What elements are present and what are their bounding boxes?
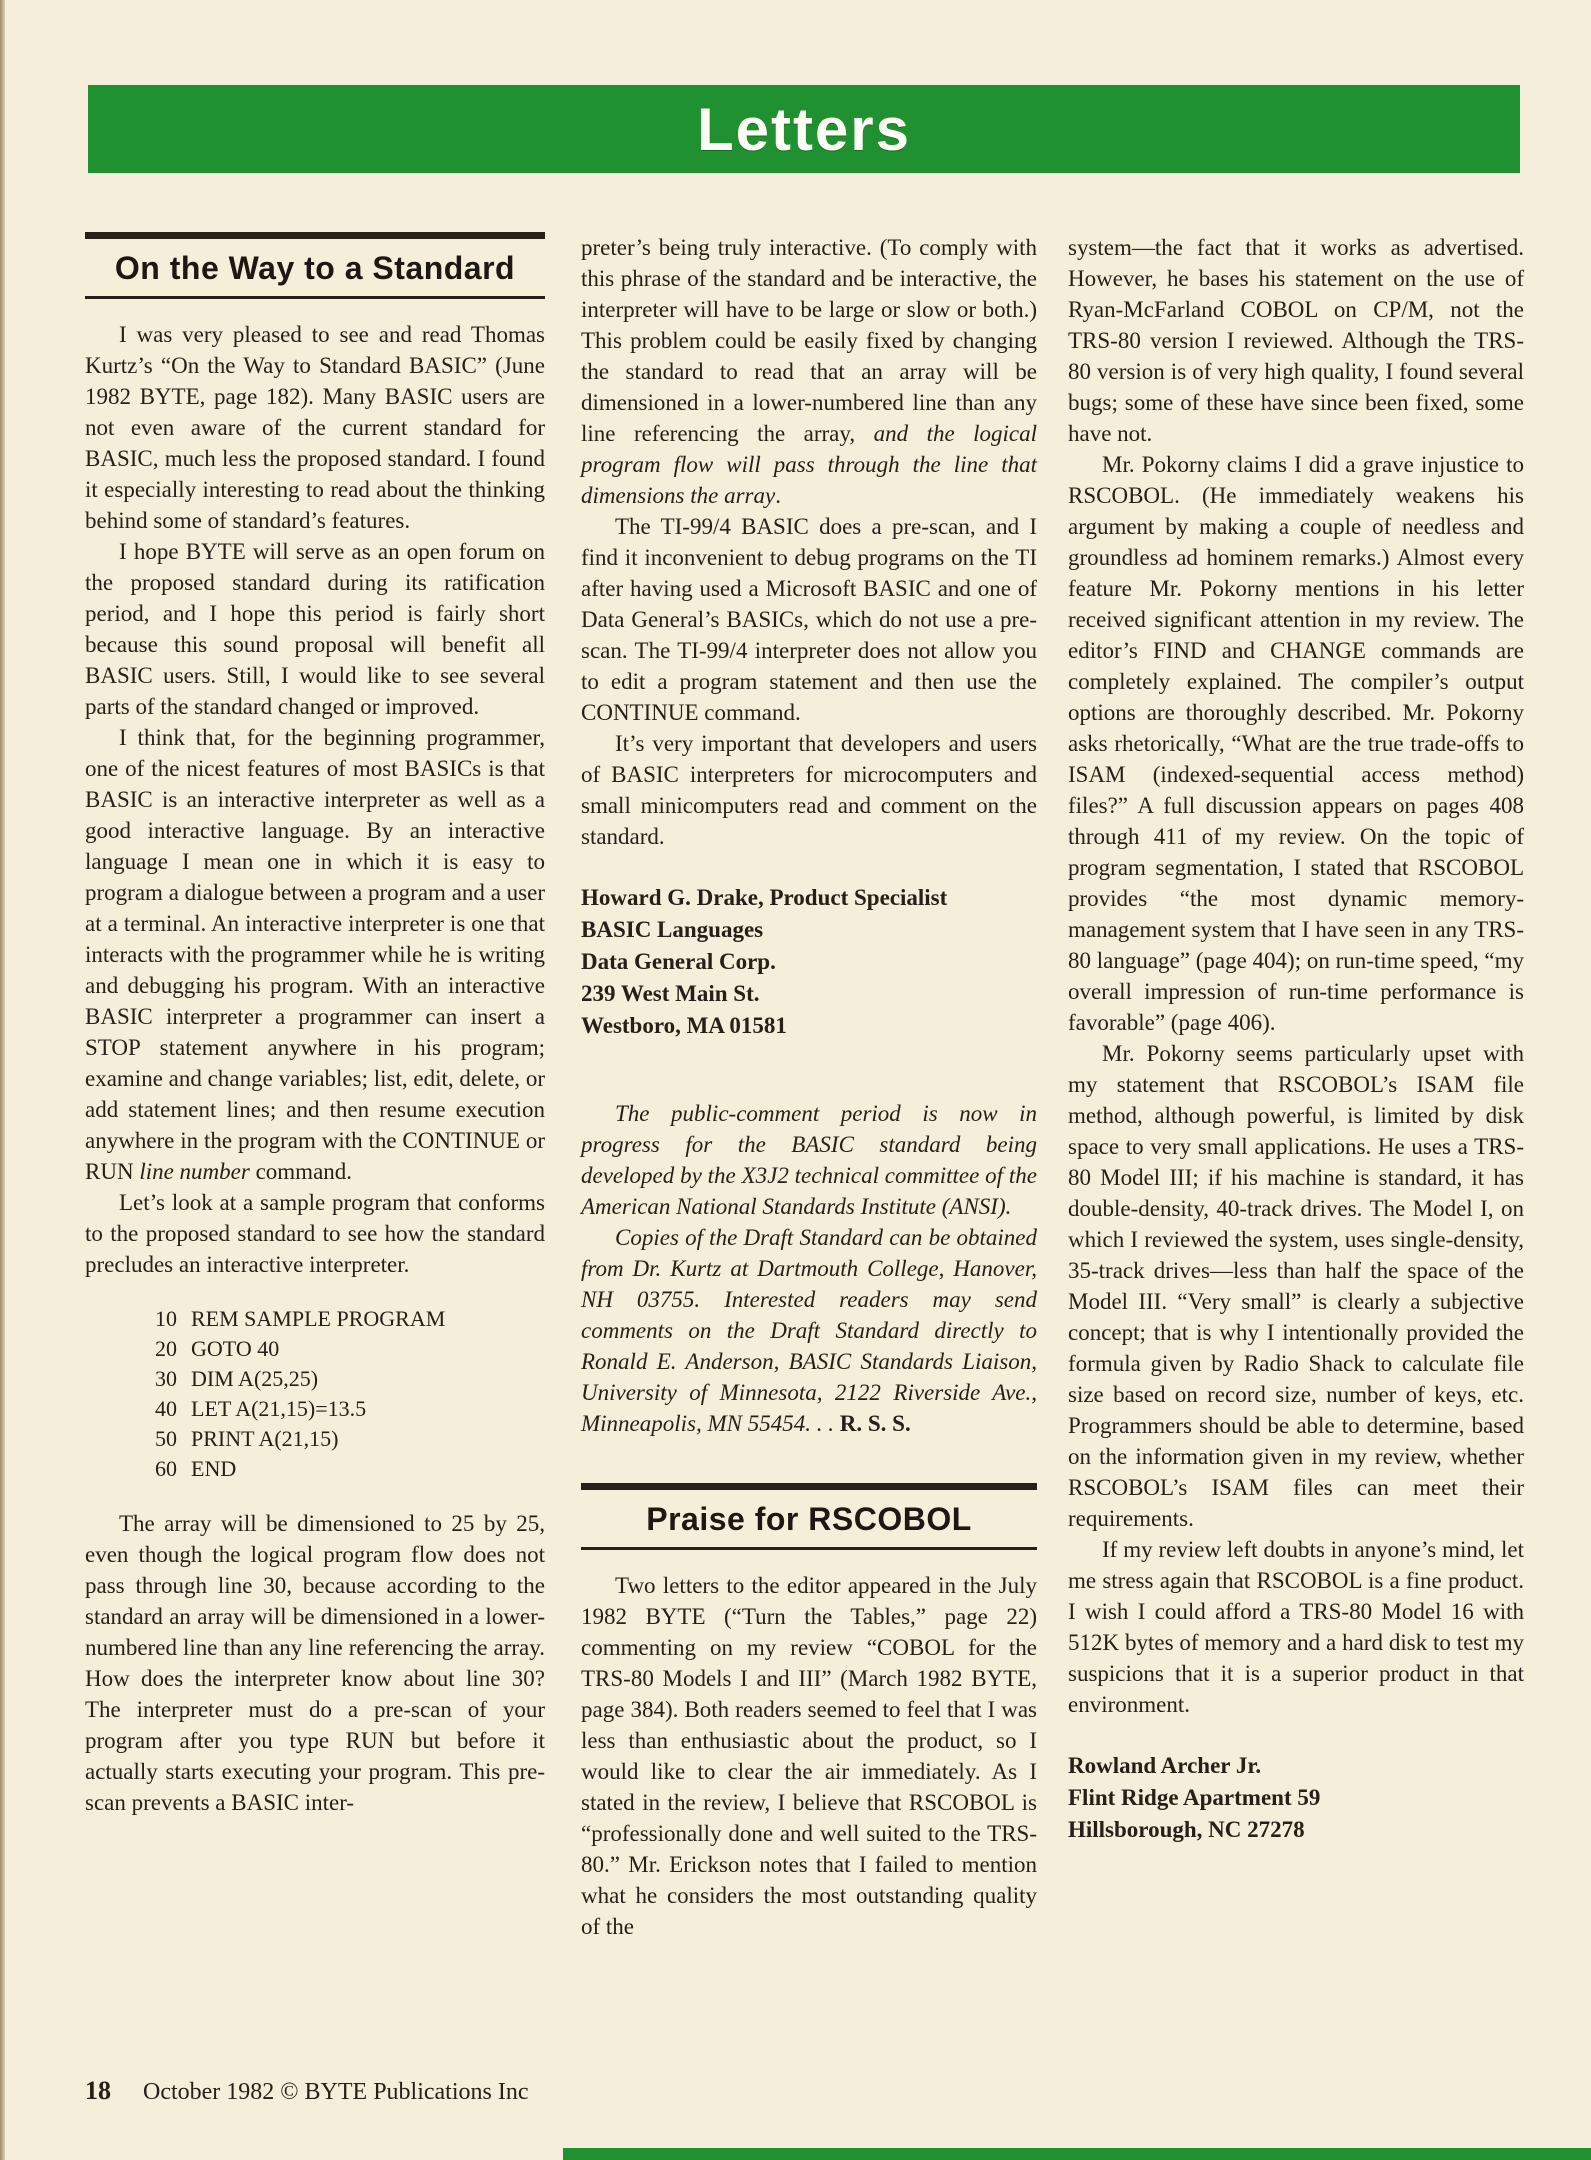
text-segment: The array will be dimensioned to 25 by 25, even though the logical program flow does not pass through line 30, because according to the standard an array will be dimensioned in a lower-numbered line than any line referencing the array. How does the interpreter know about line 30? The interpreter must do a pre-scan of your program after you type RUN but before it actually starts executing your program. This pre-scan prevents a BASIC inter- (85, 1511, 545, 1815)
signature-line: 239 West Main St. (581, 981, 760, 1006)
paragraph (581, 1098, 1037, 1222)
text-segment: The TI-99/4 BASIC does a pre-scan, and I find it inconvenient to debug programs on the TI after having used a Microsoft BASIC and one of Data General’s BASICs, which do not use a pre-scan. The TI-99/4 interpreter does not allow you to edit a program statement and then use the CONTINUE command. (581, 514, 1037, 725)
spacer (1068, 1720, 1524, 1750)
text-segment: line number (139, 1159, 250, 1184)
section-heading (581, 1483, 1037, 1550)
signature-line: Howard G. Drake, Product Specialist (581, 885, 948, 910)
banner-title: Letters (696, 95, 912, 163)
text-segment: and the logical program flow will pass through the line that dimensions the array (581, 421, 1037, 508)
code-line (141, 1364, 545, 1394)
spacer (581, 1042, 1037, 1098)
signature-line: Hillsborough, NC 27278 (1068, 1817, 1305, 1842)
bottom-green-bar (563, 2148, 1591, 2160)
text-segment: Let’s look at a sample program that conforms to the proposed standard to see how the standard precludes an interactive interpreter. (85, 1190, 545, 1277)
paragraph (85, 1508, 545, 1818)
code-text: GOTO 40 (191, 1336, 280, 1361)
paragraph (581, 1222, 1037, 1439)
section-heading-title: On the Way to a Standard (114, 250, 516, 286)
paragraph (581, 232, 1037, 511)
paragraph (581, 728, 1037, 852)
paragraph (85, 319, 545, 536)
signature-line: Rowland Archer Jr. (1068, 1753, 1262, 1778)
line-number: 50 (155, 1426, 177, 1451)
signature-line: Westboro, MA 01581 (581, 1013, 787, 1038)
code-line (141, 1304, 545, 1334)
signature-block (581, 882, 1037, 1042)
signature-line: Data General Corp. (581, 949, 776, 974)
text-segment: Two letters to the editor appeared in the July 1982 BYTE (“Turn the Tables,” page 22) commenting on my review “COBOL for the TRS-80 Models I and III” (March 1982 BYTE, page 384). Both readers seemed to feel that I was less than enthusiastic about the product, so I would like to clear the air immediately. As I stated in the review, I believe that RSCOBOL is “professionally done and well suited to the TRS-80.” Mr. Erickson notes that I failed to mention what he considers the most outstanding quality of the (581, 1573, 1037, 1939)
column-1 (85, 232, 545, 1818)
page-number: 18 (85, 2076, 111, 2105)
line-number: 30 (155, 1366, 177, 1391)
paragraph (581, 1570, 1037, 1942)
signature-block (1068, 1750, 1524, 1846)
code-text: REM SAMPLE PROGRAM (191, 1306, 446, 1331)
code-text: PRINT A(21,15) (191, 1426, 339, 1451)
text-segment: . (775, 483, 781, 508)
spacer (581, 852, 1037, 882)
text-segment: preter’s being truly interactive. (To comply with this phrase of the standard and be interactive, the interpreter will have to be large or slow or both.) This problem could be easily fixed by changing the standard to read that an array will be dimensioned in a lower-numbered line than any line referencing the array, (581, 235, 1037, 446)
code-text: END (191, 1456, 237, 1481)
code-text: LET A(21,15)=13.5 (191, 1396, 367, 1421)
paragraph (581, 511, 1037, 728)
line-number: 20 (155, 1336, 177, 1361)
text-segment: system—the fact that it works as advertised. However, he bases his statement on the use of Ryan-McFarland COBOL on CP/M, not the TRS-80 version I reviewed. Although the TRS-80 version is of very high quality, I found several bugs; some of these have since been fixed, some have not. (1068, 235, 1524, 446)
letters-banner (88, 85, 1520, 173)
paragraph (1068, 449, 1524, 1038)
text-segment: If my review left doubts in anyone’s mind, let me stress again that RSCOBOL is a fine product. I wish I could afford a TRS-80 Model 16 with 512K bytes of memory and a hard disk to test my suspicions that it is a superior product in that environment. (1068, 1537, 1524, 1717)
text-segment: command. (249, 1159, 353, 1184)
section-heading (85, 232, 545, 299)
paragraph (85, 536, 545, 722)
code-text: DIM A(25,25) (191, 1366, 319, 1391)
line-number: 40 (155, 1396, 177, 1421)
text-segment: It’s very important that developers and users of BASIC interpreters for microcomputers and small minicomputers read and comment on the standard. (581, 731, 1037, 849)
paragraph (1068, 1534, 1524, 1720)
line-number: 10 (155, 1306, 177, 1331)
text-segment: The public-comment period is now in progress for the BASIC standard being developed by the X3J2 technical committee of the American National Standards Institute (ANSI). (581, 1101, 1037, 1219)
text-segment: I hope BYTE will serve as an open forum on the proposed standard during its ratification period, and I hope this period is fairly short because this sound proposal will benefit all BASIC users. Still, I would like to see several parts of the standard changed or improved. (85, 539, 545, 719)
column-2 (581, 232, 1037, 1942)
signature-line: Flint Ridge Apartment 59 (1068, 1785, 1321, 1810)
text-segment: Mr. Pokorny claims I did a grave injustice to RSCOBOL. (He immediately weakens his argument by making a couple of needless and groundless ad hominem remarks.) Almost every feature Mr. Pokorny mentions in his letter received significant attention in my review. The editor’s FIND and CHANGE commands are completely explained. The compiler’s output options are thoroughly described. Mr. Pokorny asks rhetorically, “What are the true trade-offs to ISAM (indexed-sequential access method) files?” A full discussion appears on pages 408 through 411 of my review. On the topic of program segmentation, I stated that RSCOBOL provides “the most dynamic memory-management system that I have seen in any TRS-80 language” (page 404); on run-time speed, “my overall impression of run-time performance is favorable” (page 406). (1068, 452, 1525, 1035)
signature-line: BASIC Languages (581, 917, 764, 942)
paragraph (85, 722, 545, 1187)
code-line (141, 1424, 545, 1454)
paragraph (1068, 232, 1524, 449)
text-segment: Mr. Pokorny seems particularly upset with my statement that RSCOBOL’s ISAM file method, although powerful, is limited by disk space to very small applications. He uses a TRS-80 Model III; if his machine is standard, it has double-density, 40-track drives. The Model I, on which I reviewed the system, uses single-density, 35-track drives—less than half the space of the Model III. “Very small” is clearly a subjective concept; that is why I intentionally provided the formula given by Radio Shack to calculate file size based on record size, number of keys, etc. Programmers should be able to determine, based on the information given in my review, whether RSCOBOL’s ISAM files can meet their requirements. (1068, 1041, 1524, 1531)
paragraph (1068, 1038, 1524, 1534)
heading-rule-top (85, 232, 545, 239)
code-line (141, 1394, 545, 1424)
scan-edge (0, 0, 5, 2160)
text-segment: Copies of the Draft Standard can be obtained from Dr. Kurtz at Dartmouth College, Hanover, NH 03755. Interested readers may send comments on the Draft Standard directly to Ronald E. Anderson, BASIC Standards Liaison, University of Minnesota, 2122 Riverside Ave., Minneapolis, MN 55454. . . (581, 1225, 1037, 1436)
code-line (141, 1454, 545, 1484)
text-segment: I was very pleased to see and read Thomas Kurtz’s “On the Way to Standard BASIC” (June 1982 BYTE, page 182). Many BASIC users are not even aware of the current standard for BASIC, much less the proposed standard. I found it especially interesting to read about the thinking behind some of standard’s features. (85, 322, 545, 533)
code-block (141, 1304, 545, 1484)
heading-rule-top (581, 1483, 1037, 1490)
section-heading-title: Praise for RSCOBOL (646, 1501, 972, 1537)
heading-rule-bottom (85, 296, 545, 299)
footer-text: October 1982 © BYTE Publications Inc (143, 2079, 529, 2105)
footer (85, 2076, 785, 2106)
text-segment: I think that, for the beginning programmer, one of the nicest features of most BASICs is that BASIC is an interactive interpreter as well as a good interactive language. By an interactive language I mean one in which it is easy to program a dialogue between a program and a user at a terminal. An interactive interpreter is one that interacts with the programmer while he is writing and debugging his program. With an interactive BASIC interpreter a programmer can insert a STOP statement anywhere in his program; examine and change variables; list, edit, delete, or add statement lines; and then resume execution anywhere in the program with the CONTINUE or RUN (85, 725, 545, 1184)
heading-rule-bottom (581, 1547, 1037, 1550)
paragraph (85, 1187, 545, 1280)
line-number: 60 (155, 1456, 177, 1481)
text-segment: R. S. S. (839, 1411, 911, 1436)
code-line (141, 1334, 545, 1364)
column-3 (1068, 232, 1524, 1846)
